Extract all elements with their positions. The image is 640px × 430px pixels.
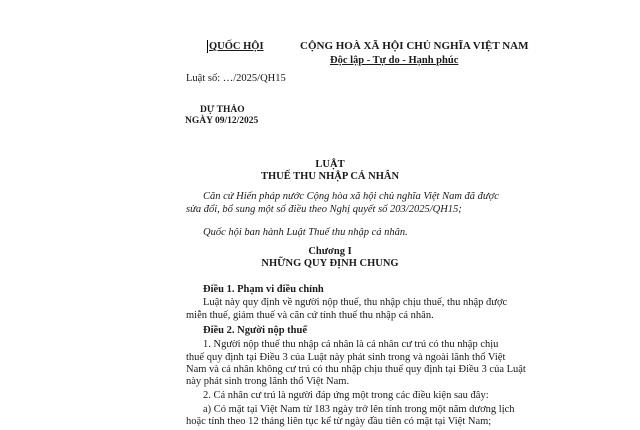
national-motto: Độc lập - Tự do - Hạnh phúc — [330, 55, 459, 66]
law-number: Luật số: …/2025/QH15 — [186, 73, 286, 84]
issuing-agency: QUỐC HỘI — [209, 41, 264, 52]
article-1-text: Luật này quy định về người nộp thuế, thu nhập chịu thuế, thu nhập được — [203, 297, 508, 308]
article-1-text: miễn thuế, giảm thuế và căn cứ tính thuế thu nhập cá nhân. — [186, 310, 434, 321]
preamble-line: Căn cứ Hiến pháp nước Cộng hòa xã hội chủ nghĩa Việt Nam đã được — [203, 191, 499, 202]
draft-date: NGÀY 09/12/2025 — [185, 116, 259, 126]
preamble-line: sửa đổi, bổ sung một số điều theo Nghị quyết số 203/2025/QH15; — [186, 204, 462, 215]
article-2-clause-1: Nam và cá nhân không cư trú có thu nhập chịu thuế quy định tại Điều 3 của Luật — [186, 364, 526, 375]
document-type: LUẬT — [315, 159, 345, 170]
text-cursor — [207, 40, 208, 53]
article-2-clause-1: 1. Người nộp thuế thu nhập cá nhân là cá nhân cư trú có thu nhập chịu — [203, 339, 499, 350]
article-1-heading: Điều 1. Phạm vi điều chỉnh — [203, 284, 324, 295]
article-2-clause-1: thuế quy định tại Điều 3 của Luật này phát sinh trong và ngoài lãnh thổ Việt — [186, 352, 506, 363]
preamble-enactment: Quốc hội ban hành Luật Thuế thu nhập cá nhân. — [203, 227, 408, 238]
law-title: THUẾ THU NHẬP CÁ NHÂN — [260, 171, 400, 182]
chapter-title: NHỮNG QUY ĐỊNH CHUNG — [261, 258, 399, 269]
article-2-clause-2a: a) Có mặt tại Việt Nam từ 183 ngày trở lên tính trong một năm dương lịch — [203, 404, 515, 415]
article-2-clause-2a: hoặc tính theo 12 tháng liên tục kể từ ngày đầu tiên có mặt tại Việt Nam; — [186, 416, 492, 427]
chapter-number: Chương I — [308, 246, 352, 257]
draft-label: DỰ THẢO — [200, 105, 245, 115]
article-2-heading: Điều 2. Người nộp thuế — [203, 325, 308, 336]
nation-name: CỘNG HOÀ XÃ HỘI CHỦ NGHĨA VIỆT NAM — [300, 40, 529, 52]
article-2-clause-2: 2. Cá nhân cư trú là người đáp ứng một trong các điều kiện sau đây: — [203, 390, 489, 401]
article-2-clause-1: này phát sinh trong lãnh thổ Việt Nam. — [186, 376, 350, 387]
